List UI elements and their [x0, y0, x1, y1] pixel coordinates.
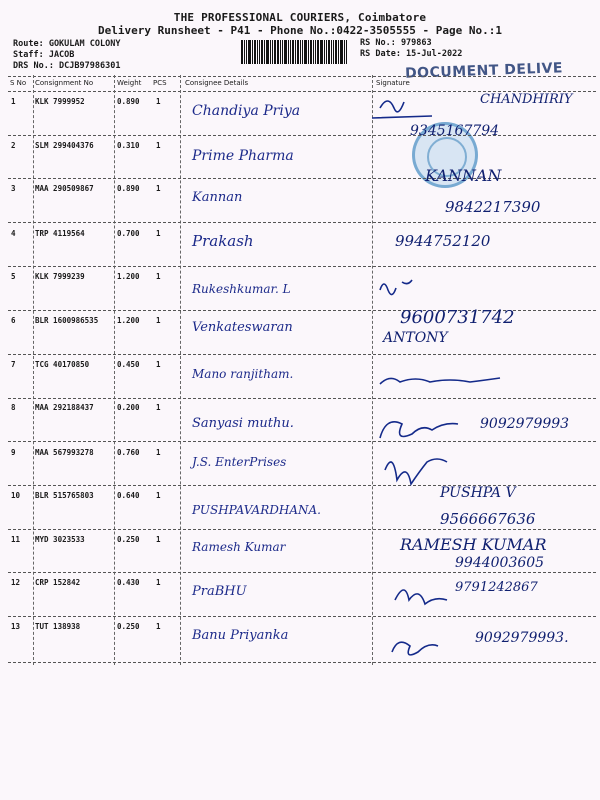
consignee-name: Sanyasi muthu.	[192, 416, 294, 431]
signature-text: 9791242867	[455, 580, 538, 595]
signature-text: 9092979993	[480, 416, 570, 432]
row-sno: 12	[11, 578, 21, 587]
handwritten-signature	[392, 642, 438, 655]
row-sno: 2	[11, 141, 16, 150]
signature-text: 9944752120	[395, 232, 491, 250]
document-title: THE PROFESSIONAL COURIERS, Coimbatore	[173, 11, 427, 24]
signature-text: CHANDHIRIY	[480, 92, 573, 107]
row-sno: 11	[11, 535, 21, 544]
col-header-consignee: Consignee Details	[185, 79, 249, 87]
pcs-value: 1	[156, 272, 161, 281]
consignee-name: Mano ranjitham.	[192, 367, 294, 381]
col-header-weight: Weight	[117, 79, 142, 87]
pcs-value: 1	[156, 141, 161, 150]
handwritten-signature	[380, 378, 500, 384]
handwritten-signature	[385, 459, 447, 484]
rs-date: RS Date: 15-Jul-2022	[360, 49, 463, 59]
row-sno: 5	[11, 272, 16, 281]
weight-value: 0.760	[117, 448, 140, 457]
signature-text: 9842217390	[445, 198, 541, 216]
consignment-number: TRP 4119564	[35, 229, 85, 238]
consignee-name: PraBHU	[192, 584, 247, 599]
consignee-name: Kannan	[192, 190, 243, 205]
handwritten-signature	[372, 101, 432, 118]
consignment-number: MAA 290509867	[35, 184, 94, 193]
consignment-number: KLK 7999952	[35, 97, 85, 106]
rs-number: RS No.: 979863	[360, 38, 432, 48]
signature-text: 9566667636	[440, 510, 536, 528]
col-header-consignment: Consignment No	[35, 79, 94, 87]
consignment-number: CRP 152842	[35, 578, 81, 587]
weight-value: 0.640	[117, 491, 140, 500]
weight-value: 0.310	[117, 141, 140, 150]
consignment-number: BLR 515765803	[35, 491, 94, 500]
weight-value: 1.200	[117, 272, 140, 281]
weight-value: 0.250	[117, 622, 140, 631]
consignment-number: TCG 40170850	[35, 360, 90, 369]
row-sno: 13	[11, 622, 21, 631]
weight-value: 0.890	[117, 97, 140, 106]
handwritten-signature	[380, 422, 458, 438]
pcs-value: 1	[156, 229, 161, 238]
consignment-number: MYD 3023533	[35, 535, 85, 544]
weight-value: 0.430	[117, 578, 140, 587]
consignee-name: Banu Priyanka	[192, 628, 289, 643]
row-sno: 9	[11, 448, 16, 457]
consignee-name: Prakash	[192, 232, 254, 250]
consignee-name: Prime Pharma	[192, 148, 294, 164]
weight-value: 0.250	[117, 535, 140, 544]
pcs-value: 1	[156, 97, 161, 106]
consignment-number: SLM 299404376	[35, 141, 94, 150]
handwritten-signature	[380, 280, 412, 295]
pcs-value: 1	[156, 535, 161, 544]
handwritten-signature	[395, 590, 447, 604]
signature-text: 9600731742	[400, 307, 515, 328]
pcs-value: 1	[156, 316, 161, 325]
consignment-number: BLR 1600986535	[35, 316, 99, 325]
document-delivered-stamp: DOCUMENT DELIVE	[404, 60, 564, 82]
row-sno: 8	[11, 403, 16, 412]
pcs-value: 1	[156, 491, 161, 500]
signature-text: 9345167794	[410, 123, 500, 139]
col-header-signature: Signature	[376, 79, 410, 87]
weight-value: 0.200	[117, 403, 140, 412]
signature-text: PUSHPA V	[440, 485, 516, 501]
signature-text: KANNAN	[425, 166, 502, 185]
document-subtitle: Delivery Runsheet - P41 - Phone No.:0422-3505555 - Page No.:1	[98, 24, 502, 37]
consignee-name: Rukeshkumar. L	[192, 282, 291, 296]
row-sno: 6	[11, 316, 16, 325]
col-header-pcs: PCS	[153, 79, 167, 87]
signature-text: 9092979993.	[475, 630, 569, 646]
consignment-number: TUT 138938	[35, 622, 81, 631]
row-sno: 7	[11, 360, 16, 369]
weight-value: 0.890	[117, 184, 140, 193]
weight-value: 1.200	[117, 316, 140, 325]
staff-label: Staff: JACOB	[13, 50, 75, 60]
consignee-name: J.S. EnterPrises	[192, 455, 287, 469]
pcs-value: 1	[156, 360, 161, 369]
row-sno: 3	[11, 184, 16, 193]
consignment-number: MAA 567993278	[35, 448, 94, 457]
consignment-number: MAA 292188437	[35, 403, 94, 412]
row-sno: 4	[11, 229, 16, 238]
pcs-value: 1	[156, 184, 161, 193]
consignee-name: Ramesh Kumar	[192, 540, 286, 554]
consignee-name: Venkateswaran	[192, 320, 293, 335]
signature-text: RAMESH KUMAR	[400, 535, 547, 554]
route-label: Route: GOKULAM COLONY	[13, 39, 121, 49]
pcs-value: 1	[156, 578, 161, 587]
pcs-value: 1	[156, 403, 161, 412]
consignee-name: PUSHPAVARDHANA.	[192, 503, 321, 517]
consignee-name: Chandiya Priya	[192, 103, 301, 119]
col-header-sno: S No	[10, 79, 27, 87]
pcs-value: 1	[156, 448, 161, 457]
drs-number: DRS No.: DCJB97986301	[13, 61, 121, 71]
row-sno: 1	[11, 97, 16, 106]
consignment-number: KLK 7999239	[35, 272, 85, 281]
weight-value: 0.450	[117, 360, 140, 369]
row-sno: 10	[11, 491, 21, 500]
weight-value: 0.700	[117, 229, 140, 238]
signature-text: ANTONY	[383, 330, 448, 346]
pcs-value: 1	[156, 622, 161, 631]
signature-text: 9944003605	[455, 555, 545, 571]
